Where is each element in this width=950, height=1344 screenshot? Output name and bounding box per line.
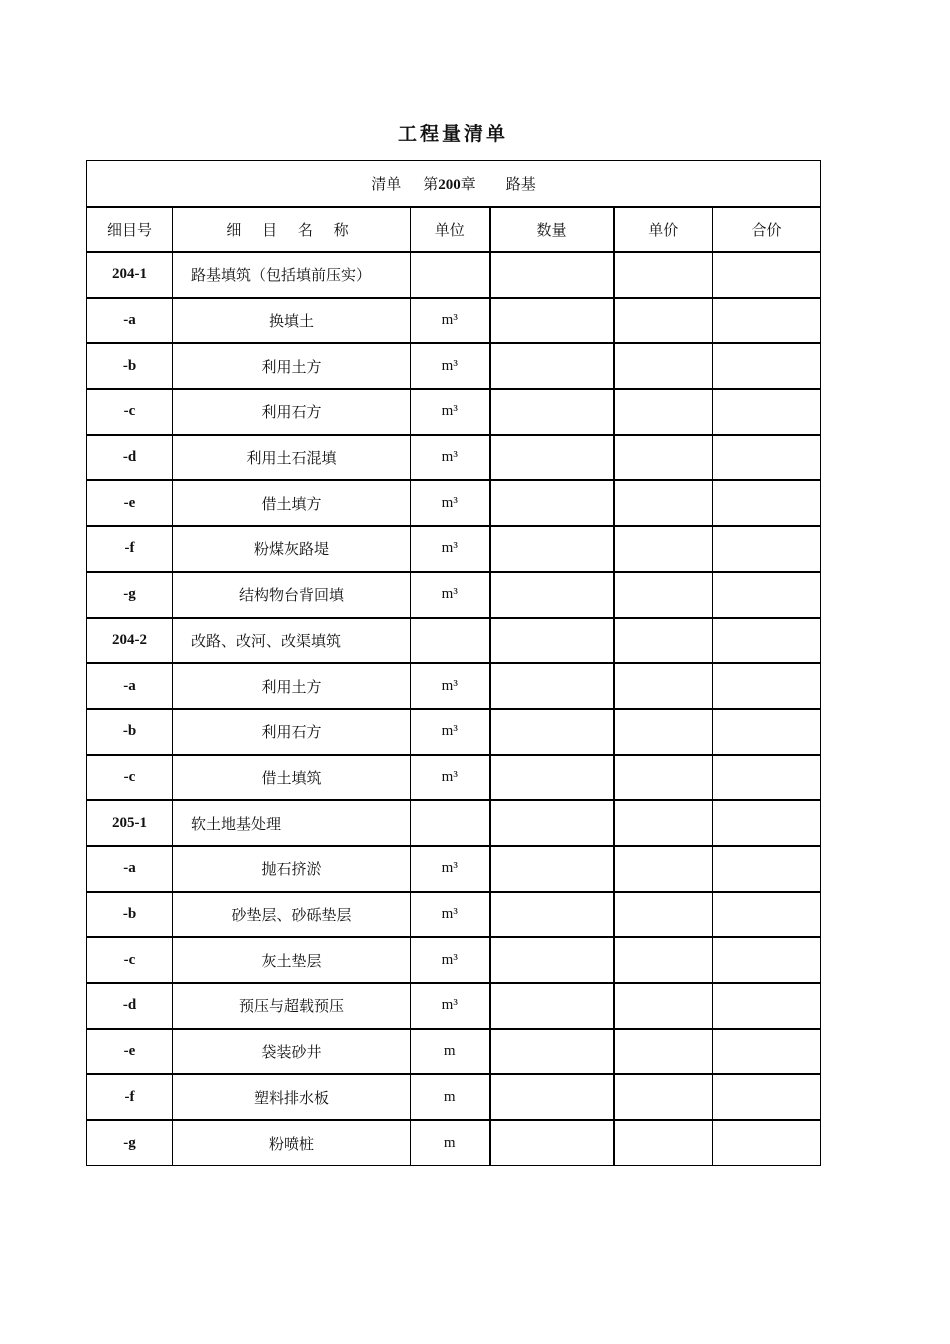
- group-row: [87, 252, 821, 298]
- unit-price-cell: [614, 846, 713, 892]
- unit-cell: m³: [411, 663, 490, 709]
- name-cell: 利用土石混填: [173, 435, 411, 481]
- unit-price-cell: [614, 298, 713, 344]
- unit-price-cell: [614, 755, 713, 801]
- unit-price-cell: [614, 343, 713, 389]
- name-cell: 软土地基处理: [173, 800, 411, 846]
- total-cell: [713, 709, 821, 755]
- code-cell: -b: [87, 709, 173, 755]
- unit-cell: [411, 800, 490, 846]
- table-row: [87, 846, 821, 892]
- code-cell: -c: [87, 755, 173, 801]
- unit-cell: m³: [411, 983, 490, 1029]
- name-cell: 换填土: [173, 298, 411, 344]
- code-cell: -g: [87, 572, 173, 618]
- unit-price-cell: [614, 572, 713, 618]
- total-cell: [713, 572, 821, 618]
- unit-cell: m³: [411, 846, 490, 892]
- header-code: 细目号: [87, 207, 173, 252]
- unit-price-cell: [614, 526, 713, 572]
- quantity-cell: [490, 892, 614, 938]
- total-cell: [713, 480, 821, 526]
- unit-price-cell: [614, 983, 713, 1029]
- unit-cell: m: [411, 1120, 490, 1166]
- name-cell: 粉喷桩: [173, 1120, 411, 1166]
- unit-price-cell: [614, 618, 713, 664]
- unit-price-cell: [614, 1074, 713, 1120]
- name-cell: 利用土方: [173, 343, 411, 389]
- name-cell: 借土填方: [173, 480, 411, 526]
- unit-price-cell: [614, 800, 713, 846]
- quantity-cell: [490, 435, 614, 481]
- table-row: [87, 1074, 821, 1120]
- chapter-label: 清单: [371, 175, 402, 193]
- group-row: [87, 618, 821, 664]
- code-cell: -a: [87, 663, 173, 709]
- unit-cell: m³: [411, 755, 490, 801]
- table-row: [87, 343, 821, 389]
- unit-price-cell: [614, 252, 713, 298]
- code-cell: -c: [87, 937, 173, 983]
- quantity-cell: [490, 298, 614, 344]
- total-cell: [713, 435, 821, 481]
- total-cell: [713, 1120, 821, 1166]
- code-cell: 204-2: [87, 618, 173, 664]
- table-row: [87, 298, 821, 344]
- table-row: [87, 572, 821, 618]
- unit-cell: m: [411, 1074, 490, 1120]
- total-cell: [713, 618, 821, 664]
- unit-price-cell: [614, 435, 713, 481]
- name-cell: 结构物台背回填: [173, 572, 411, 618]
- name-cell: 砂垫层、砂砾垫层: [173, 892, 411, 938]
- name-cell: 灰土垫层: [173, 937, 411, 983]
- unit-cell: m³: [411, 937, 490, 983]
- quantity-cell: [490, 663, 614, 709]
- chapter-suffix: 章: [460, 175, 476, 193]
- quantity-cell: [490, 755, 614, 801]
- total-cell: [713, 983, 821, 1029]
- name-cell: 预压与超载预压: [173, 983, 411, 1029]
- table-row: [87, 435, 821, 481]
- chapter-prefix: 第: [423, 175, 439, 193]
- header-quantity: 数量: [490, 207, 614, 252]
- code-cell: -f: [87, 526, 173, 572]
- table-row: [87, 526, 821, 572]
- header-row: [87, 207, 821, 252]
- code-cell: -d: [87, 983, 173, 1029]
- quantity-cell: [490, 526, 614, 572]
- total-cell: [713, 526, 821, 572]
- chapter-name: 路基: [505, 175, 536, 193]
- code-cell: -e: [87, 480, 173, 526]
- name-cell: 利用石方: [173, 389, 411, 435]
- quantity-cell: [490, 709, 614, 755]
- code-cell: -b: [87, 892, 173, 938]
- name-cell: 路基填筑（包括填前压实）: [173, 252, 411, 298]
- code-cell: 205-1: [87, 800, 173, 846]
- code-cell: -b: [87, 343, 173, 389]
- header-name: 细 目 名 称: [173, 207, 411, 252]
- table-row: [87, 389, 821, 435]
- quantity-cell: [490, 983, 614, 1029]
- quantity-cell: [490, 1029, 614, 1075]
- unit-price-cell: [614, 1029, 713, 1075]
- unit-cell: m³: [411, 389, 490, 435]
- total-cell: [713, 846, 821, 892]
- quantity-cell: [490, 252, 614, 298]
- header-unit: 单位: [411, 207, 490, 252]
- table-row: [87, 709, 821, 755]
- chapter-number: 200: [438, 177, 461, 193]
- quantity-cell: [490, 389, 614, 435]
- unit-cell: m³: [411, 572, 490, 618]
- unit-price-cell: [614, 892, 713, 938]
- unit-price-cell: [614, 480, 713, 526]
- code-cell: 204-1: [87, 252, 173, 298]
- name-cell: 抛石挤淤: [173, 846, 411, 892]
- header-unit-price: 单价: [614, 207, 713, 252]
- quantity-cell: [490, 618, 614, 664]
- unit-price-cell: [614, 389, 713, 435]
- chapter-row: [87, 161, 821, 208]
- total-cell: [713, 892, 821, 938]
- total-cell: [713, 1029, 821, 1075]
- unit-cell: m: [411, 1029, 490, 1075]
- document-title: 工程量清单: [397, 123, 508, 145]
- table-row: [87, 1120, 821, 1166]
- quantity-cell: [490, 572, 614, 618]
- quantity-cell: [490, 480, 614, 526]
- name-cell: 借土填筑: [173, 755, 411, 801]
- unit-price-cell: [614, 663, 713, 709]
- table-row: [87, 983, 821, 1029]
- unit-cell: m³: [411, 709, 490, 755]
- name-cell: 改路、改河、改渠填筑: [173, 618, 411, 664]
- unit-cell: m³: [411, 343, 490, 389]
- unit-price-cell: [614, 937, 713, 983]
- unit-price-cell: [614, 1120, 713, 1166]
- total-cell: [713, 1074, 821, 1120]
- total-cell: [713, 800, 821, 846]
- name-cell: 利用土方: [173, 663, 411, 709]
- quantity-cell: [490, 800, 614, 846]
- quantity-cell: [490, 846, 614, 892]
- name-cell: 粉煤灰路堤: [173, 526, 411, 572]
- unit-cell: [411, 252, 490, 298]
- name-cell: 塑料排水板: [173, 1074, 411, 1120]
- code-cell: -f: [87, 1074, 173, 1120]
- code-cell: -c: [87, 389, 173, 435]
- total-cell: [713, 663, 821, 709]
- table-row: [87, 480, 821, 526]
- unit-cell: m³: [411, 298, 490, 344]
- unit-cell: m³: [411, 892, 490, 938]
- code-cell: -g: [87, 1120, 173, 1166]
- group-row: [87, 800, 821, 846]
- header-total: 合价: [713, 207, 821, 252]
- unit-cell: [411, 618, 490, 664]
- total-cell: [713, 937, 821, 983]
- quantity-cell: [490, 937, 614, 983]
- unit-cell: m³: [411, 526, 490, 572]
- chapter-cell: [87, 161, 821, 208]
- unit-cell: m³: [411, 480, 490, 526]
- table-row: [87, 755, 821, 801]
- unit-price-cell: [614, 709, 713, 755]
- name-cell: 利用石方: [173, 709, 411, 755]
- table-row: [87, 892, 821, 938]
- code-cell: -e: [87, 1029, 173, 1075]
- total-cell: [713, 298, 821, 344]
- table-row: [87, 937, 821, 983]
- unit-cell: m³: [411, 435, 490, 481]
- name-cell: 袋装砂井: [173, 1029, 411, 1075]
- total-cell: [713, 343, 821, 389]
- total-cell: [713, 252, 821, 298]
- code-cell: -d: [87, 435, 173, 481]
- table-row: [87, 663, 821, 709]
- quantity-cell: [490, 1074, 614, 1120]
- code-cell: -a: [87, 298, 173, 344]
- quantity-cell: [490, 343, 614, 389]
- total-cell: [713, 389, 821, 435]
- quantity-cell: [490, 1120, 614, 1166]
- bill-of-quantities-table: [86, 160, 821, 1166]
- code-cell: -a: [87, 846, 173, 892]
- total-cell: [713, 755, 821, 801]
- table-row: [87, 1029, 821, 1075]
